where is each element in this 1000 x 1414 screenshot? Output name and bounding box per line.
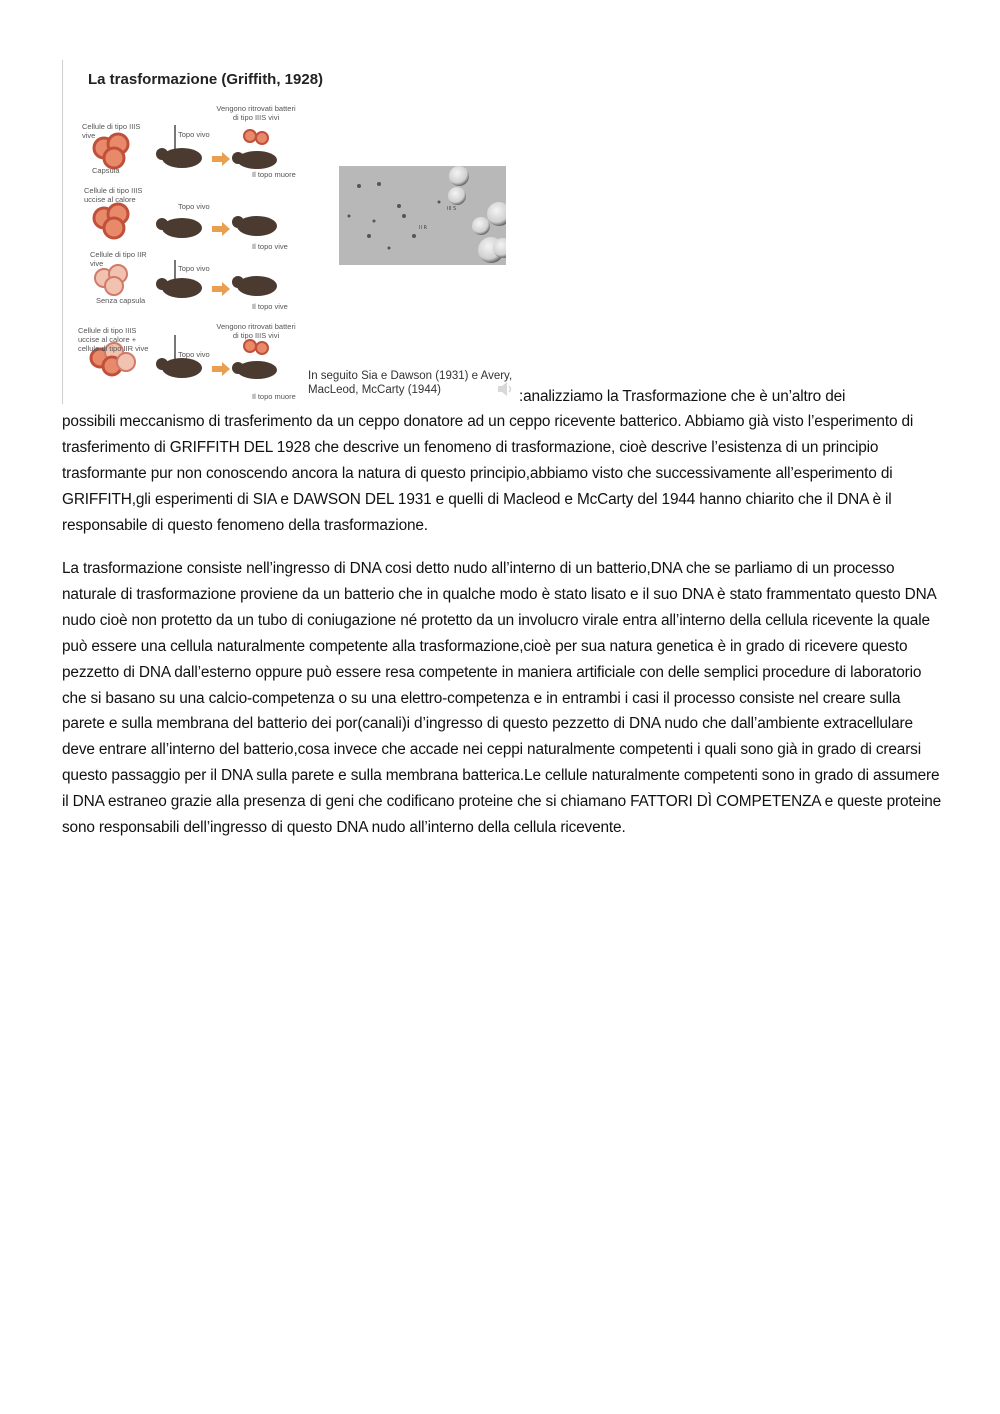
paragraph-1-first-line: :analizziamo la Trasformazione che è un’altro dei [519, 388, 846, 405]
figure-caption [308, 369, 512, 397]
row4-cells-label: Cellule di tipo IIIS uccise al calore + cellule di tipo IIR vive [78, 326, 149, 353]
figure-title: La trasformazione (Griffith, 1928) [88, 71, 324, 88]
row1-note-label: Capsula [92, 166, 120, 175]
row2-mouse-label: Topo vivo [178, 202, 210, 211]
row1-result: Il topo muore [252, 170, 296, 179]
row3-result: Il topo vive [252, 302, 288, 311]
row1-mouse-label: Topo vivo [178, 130, 210, 139]
row2-result: Il topo vive [252, 242, 288, 251]
speaker-icon-glyph [496, 379, 514, 399]
colony-micrograph-image [339, 166, 506, 265]
row2-cells-label: Cellule di tipo IIIS uccise al calore [84, 186, 143, 204]
row4-mouse-label: Topo vivo [178, 350, 210, 359]
colony-micrograph [339, 166, 506, 265]
row3-cells-label: Cellule di tipo IIR vive [90, 250, 147, 268]
row4-result: Il topo muore [252, 392, 296, 401]
row1-result-top: Vengono ritrovati batteri di tipo IIIS vivi [216, 104, 296, 122]
row3-mouse-label: Topo vivo [178, 264, 210, 273]
row4-result-top: Vengono ritrovati batteri di tipo IIIS vivi [216, 322, 296, 340]
micro-label-iir: II R [419, 225, 428, 231]
speaker-icon[interactable] [496, 379, 514, 404]
row1-cells-label: Cellule di tipo IIIS vive [82, 122, 141, 140]
paragraph-1: possibili meccanismo di trasferimento da un ceppo donatore ad un ceppo ricevente batterico. Abbiamo già visto l’esperimento di trasferimento di GRIFFITH DEL 1928 che descrive un fenomeno di trasformazione, cioè descrive l’esistenza di un principio trasformante pur non conoscendo ancora la natura di questo principio,abbiamo visto che successivamente all’esperimento di GRIFFITH,gli esperimenti di SIA e DAWSON DEL 1931 e quelli di Macleod e McCarty del 1944 hanno chiarito che il DNA è il responsabile di questo fenomeno della trasformazione. [62, 413, 914, 534]
row3-note-label: Senza capsula [96, 296, 146, 305]
paragraph-2: La trasformazione consiste nell’ingresso di DNA cosi detto nudo all’interno di un batterio,DNA che se parliamo di un processo naturale di trasformazione proviene da un batterio che in qualche modo è stato lisato e il suo DNA è stato frammentato questo DNA nudo cioè non protetto da un tubo di coniugazione né protetto da un involucro virale entra all’interno della cellula ricevente la quale può essere una cellula naturalmente competente alla trasformazione,cioè per sua natura genetica è in grado di ricevere questo pezzetto di DNA dall’esterno oppure può essere resa competente in maniera artificiale con delle semplici procedure di laboratorio che si basano su una calcio-competenza o su una elettro-competenza e in entrambi i casi il processo consiste nel creare sulla parete e sulla membrana del batterio dei por(canali)i d’ingresso di questo pezzetto di DNA nudo che dall’ambiente extracellulare deve entrare all’interno del batterio,cosa invece che accade nei ceppi naturalmente competenti i quali sono già in grado di crearsi questo passaggio per il DNA sulla parete e sulla membrana batterica.Le cellule naturalmente competenti sono in grado di assumere il DNA estraneo grazie alla presenza di geni che codificano proteine che si chiamano FATTORI DÌ COMPETENZA e queste proteine sono responsabili dell’ingresso di questo DNA nudo all’interno della cellula ricevente. [62, 560, 942, 837]
figure-caption-line2: MacLeod, McCarty (1944) [308, 384, 441, 396]
figure-caption-line1: In seguito Sia e Dawson (1931) e Avery, [308, 370, 513, 382]
micro-label-iiis: III S [447, 206, 457, 212]
